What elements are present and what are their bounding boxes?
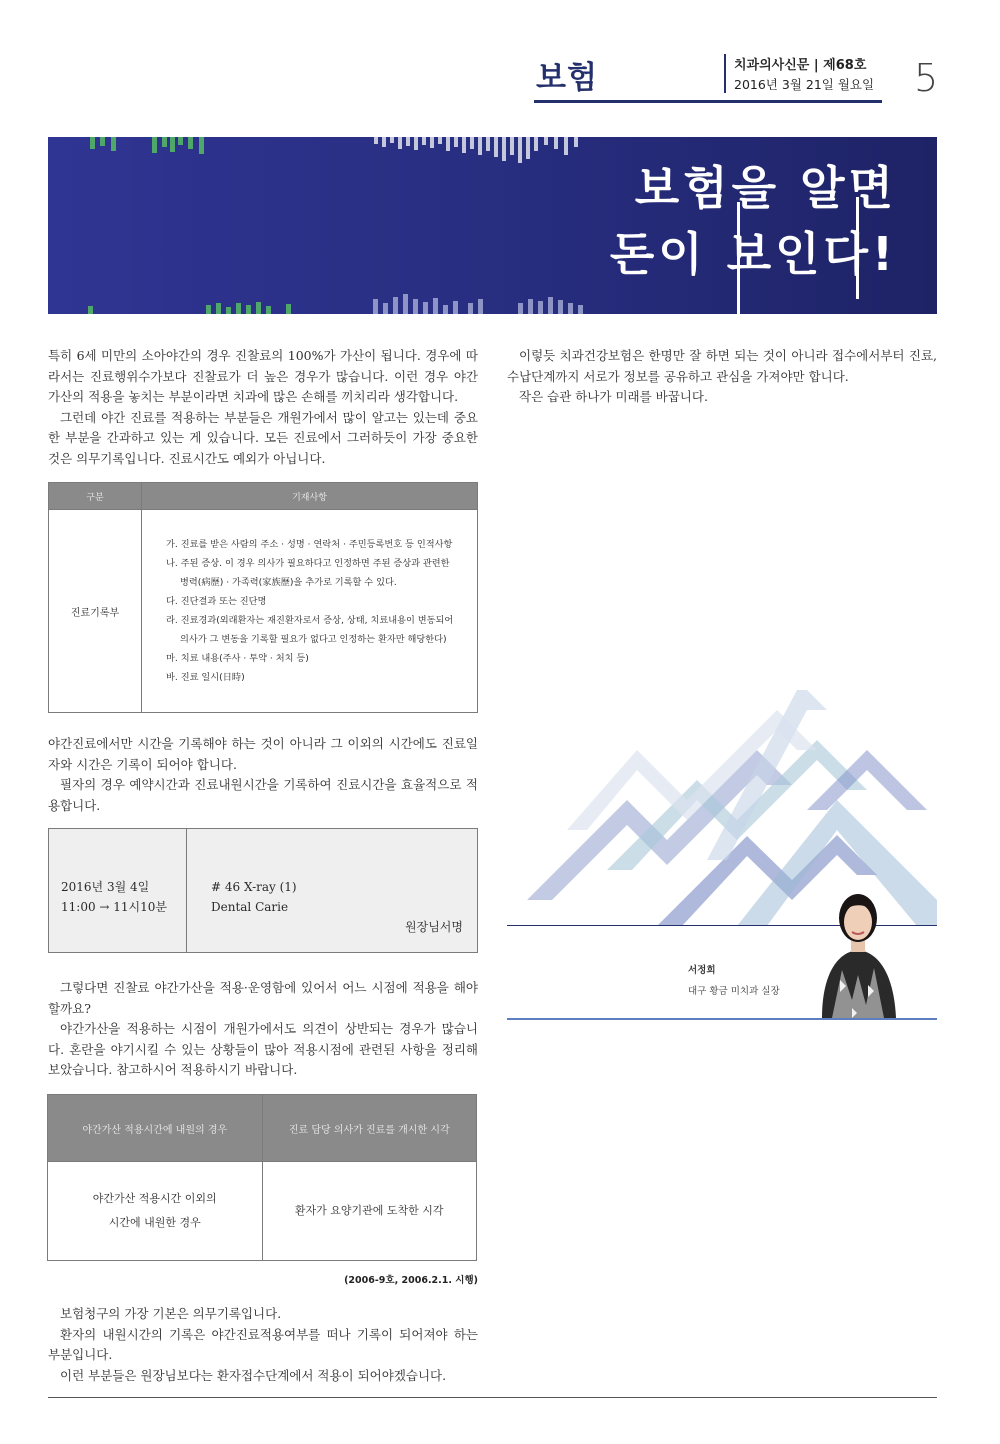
banner-title-line1: 보험을 알면: [634, 161, 897, 215]
masthead-line1: [734, 54, 874, 73]
list-item: 병력(病歷) · 가족력(家族歷)을 추가로 기록할 수 있다.: [180, 577, 397, 588]
paragraph: 그런데 야간 진료를 적용하는 부분들은 개원가에서 많이 알고는 있는데 중요한 부분을 간과하고 있는 게 있습니다. 모든 진료에서 그러하듯이 가장 중요한 것은 의무기록입니다. 진료시간도 예외가 아닙니다.: [48, 409, 478, 466]
right-column-text: [507, 346, 937, 408]
column-banner: [48, 137, 937, 314]
example-item: # 46 X-ray (1): [211, 880, 297, 894]
example-treatment: [187, 829, 478, 953]
list-item: 다. 진단결과 또는 진단명: [166, 596, 267, 607]
author-name: 서정희: [688, 965, 716, 976]
example-record-box: [48, 828, 478, 953]
paper-name: 치과의사신문: [734, 58, 810, 73]
table-header-row: [49, 483, 478, 510]
example-date: 2016년 3월 4일: [61, 880, 150, 894]
example-signature: 원장님서명: [405, 920, 463, 934]
table-header: 진료 담당 의사가 진료를 개시한 시각: [262, 1095, 477, 1162]
table-header-items: 기재사항: [142, 483, 478, 510]
cell-line: 야간가산 적용시간 이외의: [92, 1192, 217, 1205]
left-column-intro: [48, 346, 478, 469]
paragraph: 환자의 내원시간의 기록은 야간진료적용여부를 떠나 기록이 되어져야 하는 부분입니다.: [48, 1326, 478, 1362]
paragraph: 작은 습관 하나가 미래를 바꿉니다.: [519, 389, 708, 404]
page-header: [534, 52, 882, 103]
issue-date: 2016년 3월 21일 월요일: [734, 77, 875, 92]
list-item: 가. 진료를 받은 사람의 주소 · 성명 · 연락처 · 주민등록번호 등 인적사항: [166, 539, 453, 550]
list-item: 의사가 그 변동을 기록할 필요가 없다고 인정하는 환자만 해당한다): [180, 634, 447, 645]
row-label: 진료기록부: [49, 510, 142, 713]
table-header-row: [48, 1095, 477, 1162]
paragraph: 이렇듯 치과건강보험은 한명만 잘 하면 되는 것이 아니라 접수에서부터 진료, 수납단계까지 서로가 정보를 공유하고 관심을 가져야만 합니다.: [507, 348, 937, 384]
list-item: 라. 진료경과(외래환자는 재진환자로서 증상, 상태, 치료내용이 변동되어: [166, 615, 454, 626]
record-items: [142, 510, 478, 713]
section-title: 보험: [536, 60, 598, 96]
cell-line: 시간에 내원한 경우: [108, 1216, 201, 1229]
table-cell: [48, 1162, 263, 1261]
table-row: [48, 1162, 477, 1261]
list-item: 마. 치료 내용(주사 · 투약 · 처치 등): [166, 653, 309, 664]
masthead-separator: |: [813, 58, 824, 73]
paragraph: 야간가산을 적용하는 시점이 개원가에서도 의견이 상반되는 경우가 많습니다. 혼란을 야기시킬 수 있는 상황들이 많아 적용시점에 관련된 사항을 정리해보았습니다. 참고하시어 적용하시기 바랍니다.: [48, 1021, 478, 1077]
paragraph: 필자의 경우 예약시간과 진료내원시간을 기록하여 진료시간을 효율적으로 적용합니다.: [48, 777, 478, 813]
left-column-mid: [48, 734, 478, 816]
example-time: 11:00 → 11시10분: [61, 900, 167, 914]
author-box-bottom-rule: [507, 1018, 937, 1020]
masthead: [724, 54, 874, 93]
author-portrait: [812, 880, 904, 1018]
author-affiliation: 대구 황금 미치과 실장: [688, 986, 780, 997]
paragraph: 특히 6세 미만의 소아야간의 경우 진찰료의 100%가 가산이 됩니다. 경우에 따라서는 진료행위수가보다 진찰료가 더 높은 경우가 많습니다. 이런 경우 야간 가산의 적용을 놓치는 부분이라면 치과에 많은 손해를 끼치리라 생각합니다.: [48, 348, 478, 404]
table-header-category: 구분: [49, 483, 142, 510]
footer-rule: [48, 1397, 937, 1398]
source-note: (2006-9호, 2006.2.1. 시행): [344, 1275, 478, 1286]
example-datetime: [49, 829, 187, 953]
table-row: [49, 510, 478, 713]
left-column-after-example: [48, 978, 478, 1081]
list-item: 바. 진료 일시(日時): [166, 672, 245, 683]
issue-number: 제68호: [823, 58, 867, 73]
table-row: [49, 829, 478, 953]
paragraph: 야간진료에서만 시간을 기록해야 하는 것이 아니라 그 이외의 시간에도 진료일자와 시간은 기록이 되어야 합니다.: [48, 736, 478, 772]
page-number: 5: [914, 56, 939, 100]
example-item: Dental Carie: [211, 900, 289, 914]
paragraph: 이런 부분들은 원장님보다는 환자접수단계에서 적용이 되어야겠습니다.: [60, 1367, 447, 1383]
table-header: 야간가산 적용시간에 내원의 경우: [48, 1095, 263, 1162]
banner-title: [610, 155, 897, 287]
paragraph: 보험청구의 가장 기본은 의무기록입니다.: [60, 1306, 282, 1321]
left-column-closing: [48, 1304, 478, 1386]
night-surcharge-time-table: [47, 1094, 477, 1261]
paragraph: 그렇다면 진찰료 야간가산을 적용·운영함에 있어서 어느 시점에 적용을 해야 할까요?: [48, 980, 478, 1016]
banner-title-line2: 돈이 보인다!: [609, 227, 897, 281]
list-item: 나. 주된 증상. 이 경우 의사가 필요하다고 인정하면 주된 증상과 관련한: [166, 558, 450, 569]
medical-record-table: [48, 482, 478, 713]
table-cell: 환자가 요양기관에 도착한 시각: [262, 1162, 477, 1261]
